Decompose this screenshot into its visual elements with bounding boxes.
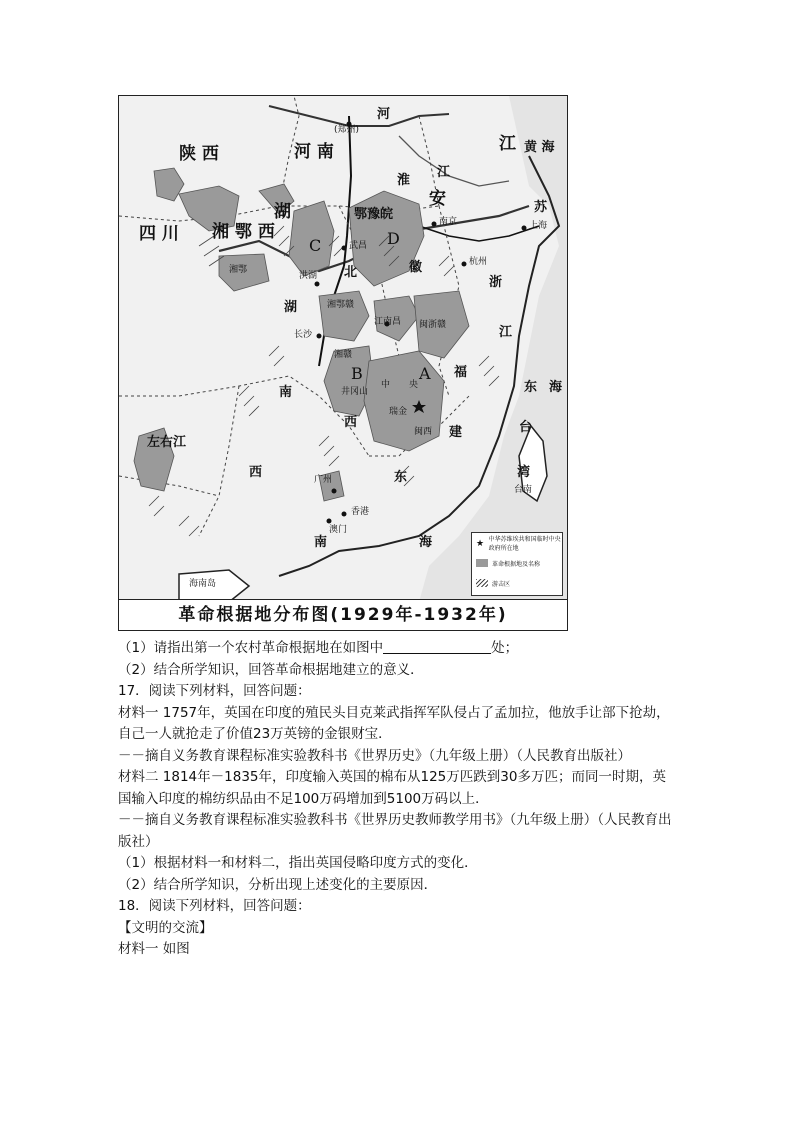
label-donghai-dong: 东 [524, 380, 538, 395]
label-shaanxi: 陕 西 [179, 144, 219, 164]
q18-subtitle: 【文明的交流】 [118, 919, 213, 936]
city-changsha: 长沙 [294, 330, 313, 340]
city-ruijin: 瑞金 [389, 407, 408, 417]
city-hainan: 海南岛 [189, 579, 217, 589]
city-tainan: 台南 [514, 485, 533, 495]
map-legend [471, 532, 563, 596]
city-honghu: 洪湖 [299, 271, 318, 281]
area-yang: 央 [409, 380, 419, 390]
city-nanchang: 江南昌 [374, 317, 402, 327]
city-minxi: 闽西 [414, 427, 433, 437]
label-he: 河 [377, 107, 391, 122]
label-huanghai: 黄 海 [524, 140, 555, 155]
answer-blank [383, 639, 491, 654]
legend-row-capital [472, 533, 562, 553]
q17-material2-source: －－摘自义务教育课程标准实验教科书《世界历史教师教学用书》（九年级上册）（人民教育出版社） [118, 812, 672, 850]
city-hangzhou: 杭州 [469, 257, 488, 267]
label-fu: 福 [454, 365, 468, 380]
q17-title: 17．阅读下列材料，回答问题： [118, 683, 311, 699]
city-jinggang: 井冈山 [341, 387, 369, 397]
label-bei: 北 [344, 265, 358, 280]
area-minzhegan: 闽浙赣 [419, 320, 447, 330]
label-nanhai-hai: 海 [419, 535, 433, 550]
q17-material1: 材料一 1757年，英国在印度的殖民头目克莱武指挥军队侵占了孟加拉，他放手让部下抢劫，自己一人就抢走了价值23万英镑的金银财宝． [118, 704, 670, 742]
label-jiang-zhe: 江 [499, 325, 513, 340]
q16-part2: （2）结合所学知识，回答革命根据地建立的意义． [118, 661, 424, 678]
q17-part2: （2）结合所学知识，分析出现上述变化的主要原因． [118, 876, 438, 893]
label-hu2: 湖 [284, 300, 298, 315]
label-donghai-hai: 海 [549, 380, 563, 395]
q18-material1: 材料一 如图 [118, 941, 190, 957]
hatched-area-icon [476, 579, 488, 587]
q17-material1-source: －－摘自义务教育课程标准实验教科书《世界历史》（九年级上册）（人民教育出版社） [118, 747, 631, 764]
revolution-base-map [118, 95, 568, 631]
city-guangzhou: 广州 [314, 475, 333, 485]
city-shanghai: 上海 [529, 221, 548, 231]
q18-title: 18．阅读下列材料，回答问题： [118, 898, 311, 914]
label-anhui: 安 [429, 189, 446, 209]
city-nanjing: 南京 [439, 217, 458, 227]
marker-d: D [387, 229, 400, 248]
q17-part1: （1）根据材料一和材料二，指出英国侵略印度方式的变化． [118, 855, 478, 871]
q16-part1 [118, 638, 678, 660]
area-zhong: 中 [381, 380, 391, 390]
q17-material2: 材料二 1814年－1835年，印度输入英国的棉布从125万匹跌到30多万匹；而同一时期，英国输入印度的棉纺织品由不足100万码增加到5100万码以上． [118, 769, 666, 807]
label-xiangexi: 湘 鄂 西 [212, 222, 275, 242]
area-hebei-yu: 湘鄂 [229, 265, 248, 275]
shaded-area-icon [476, 559, 488, 567]
label-tai: 台 [519, 420, 533, 435]
marker-b: B [351, 364, 363, 383]
label-jiangsu: 苏 [534, 200, 548, 215]
label-hu: 湖 [274, 202, 291, 222]
area-xianggan: 湘赣 [334, 350, 353, 360]
question-text-block [118, 638, 678, 961]
label-dong: 东 [394, 470, 408, 485]
q16-part1-suffix: 处； [491, 640, 519, 656]
marker-c: C [309, 236, 322, 255]
map-caption: 革命根据地分布图(1929年-1932年) [119, 599, 567, 630]
legend-base-label: 革命根据地及名称 [492, 560, 541, 568]
label-jiang: 江 [499, 134, 516, 154]
label-jiang2: 江 [437, 165, 451, 180]
city-wuchang: 武昌 [349, 241, 368, 251]
label-henan: 河 南 [294, 142, 334, 162]
label-nan: 南 [279, 385, 293, 400]
label-xi: 西 [249, 465, 263, 480]
legend-guerrilla-label: 游击区 [492, 580, 511, 588]
label-wan: 湾 [517, 465, 531, 480]
label-huai: 淮 [397, 173, 411, 188]
label-jian: 建 [449, 425, 463, 440]
legend-row-guerrilla [472, 573, 562, 593]
marker-a: A [419, 364, 431, 383]
label-eyuwan: 鄂豫皖 [354, 207, 394, 222]
label-hui: 徽 [409, 260, 423, 275]
label-sichuan: 四 川 [139, 224, 179, 244]
legend-row-base [472, 553, 562, 573]
q16-part1-text: （1）请指出第一个农村革命根据地在如图中 [118, 640, 384, 656]
city-xianggang: 香港 [351, 507, 370, 517]
label-zuoyoujiang: 左右江 [147, 435, 187, 450]
area-xiangegan: 湘鄂赣 [327, 300, 355, 310]
label-zhe: 浙 [489, 275, 503, 290]
label-xi2: 西 [344, 415, 358, 430]
star-icon: ★ [476, 539, 485, 549]
legend-capital-label: 中华苏维埃共和国临时中央政府所在地 [488, 536, 561, 552]
label-nanhai: 南 [314, 535, 328, 550]
city-zhengzhou: (郑州) [334, 125, 360, 135]
city-aomen: 澳门 [329, 525, 348, 535]
